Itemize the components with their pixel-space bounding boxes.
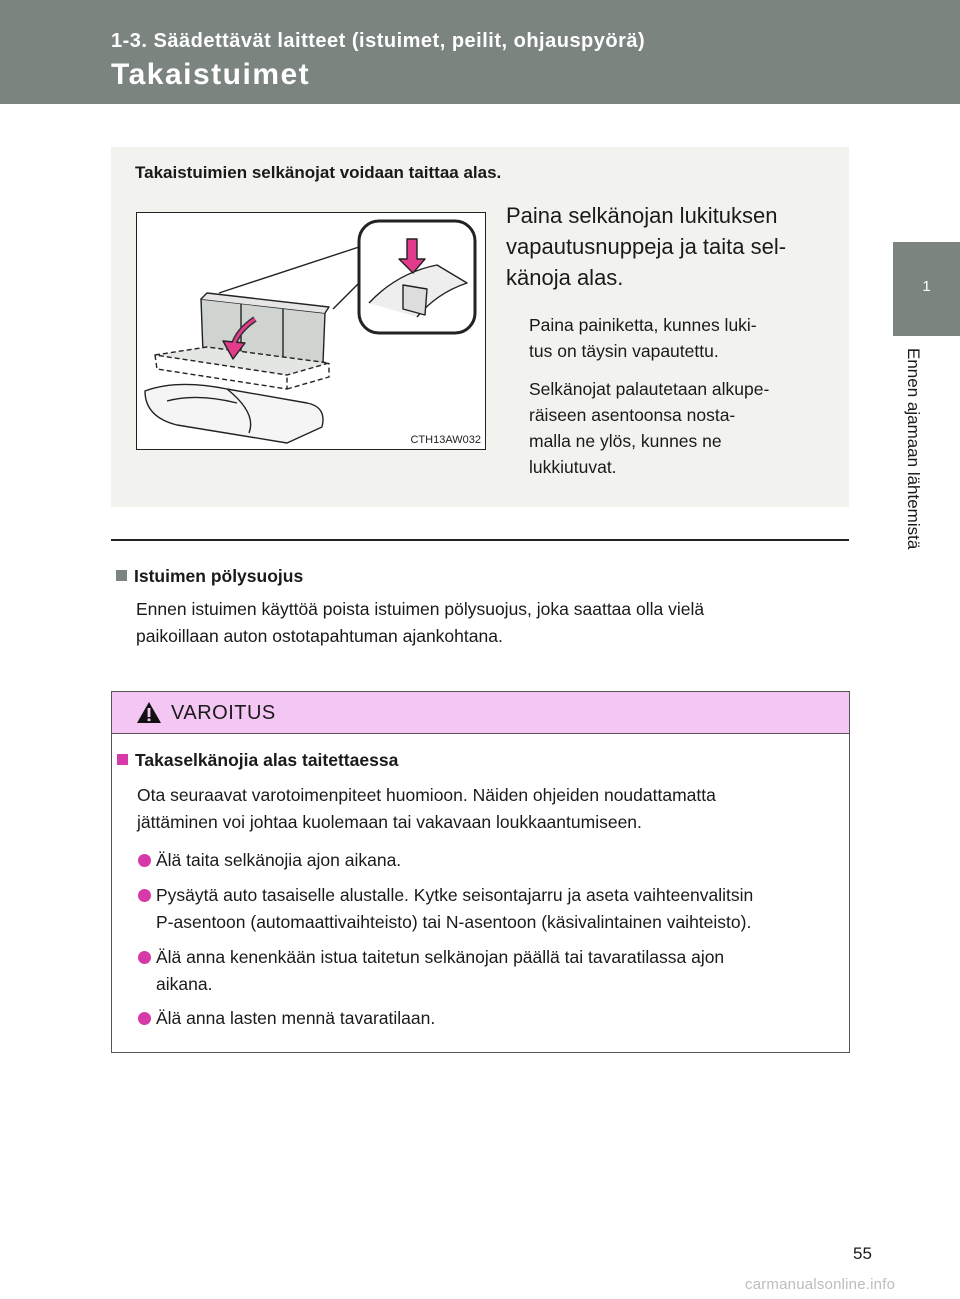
rear-seat-fold-illustration	[137, 213, 485, 449]
intro-heading: Takaistuimien selkänojat voidaan taittaa alas.	[135, 163, 502, 182]
warning-header	[112, 692, 849, 734]
note-line: malla ne ylös, kunnes ne	[529, 431, 722, 451]
page-title: Takaistuimet	[111, 58, 311, 91]
dust-cover-heading	[116, 566, 303, 587]
chapter-label-text: Ennen ajamaan lähtemistä	[904, 348, 923, 550]
bullet-line: Älä anna lasten mennä tavaratilaan.	[156, 1008, 436, 1028]
warning-triangle-icon	[136, 701, 162, 724]
figure-code: CTH13AW032	[410, 434, 481, 446]
chapter-header	[0, 0, 960, 104]
note-return	[529, 376, 819, 480]
bullet-line: P-asentoon (automaattivaihteisto) tai N-asentoon (käsivalintainen vaihteisto).	[156, 912, 752, 932]
warning-body	[137, 782, 840, 836]
seat-illustration	[136, 212, 486, 450]
square-bullet-icon	[116, 570, 127, 581]
warning-bullet	[138, 847, 843, 874]
step-line: vapautusnuppeja ja taita sel-	[506, 234, 787, 259]
note-line: tus on täysin vapautettu.	[529, 341, 719, 361]
chapter-number: 1	[922, 278, 931, 295]
warning-heading	[117, 750, 398, 771]
dust-cover-body	[136, 596, 839, 650]
warning-heading-text: Takaselkänojia alas taitettaessa	[135, 750, 399, 770]
bullet-line: Älä anna kenenkään istua taitetun selkänojan päällä tai tavaratilassa ajon	[156, 947, 725, 967]
bullet-line: Pysäytä auto tasaiselle alustalle. Kytke seisontajarru ja aseta vaihteenvalitsin	[156, 885, 754, 905]
watermark: carmanualsonline.info	[745, 1276, 896, 1293]
warning-bullet	[138, 1005, 843, 1032]
chapter-label	[899, 348, 923, 588]
step-line: Paina selkänojan lukituksen	[506, 203, 778, 228]
step-line: känoja alas.	[506, 265, 624, 290]
square-bullet-icon	[117, 754, 128, 765]
note-release	[529, 312, 819, 364]
divider	[111, 539, 849, 541]
bullet-line: Älä taita selkänojia ajon aikana.	[156, 850, 402, 870]
warning-box	[111, 691, 850, 1053]
note-line: lukkiutuvat.	[529, 457, 617, 477]
bullet-dot-icon	[138, 1012, 151, 1025]
body-line: paikoillaan auton ostotapahtuman ajankohtana.	[136, 626, 503, 646]
bullet-line: aikana.	[156, 974, 213, 994]
bullet-dot-icon	[138, 854, 151, 867]
body-line: jättäminen voi johtaa kuolemaan tai vakavaan loukkaantumiseen.	[137, 812, 642, 832]
note-line: räiseen asentoonsa nosta-	[529, 405, 736, 425]
warning-bullet	[138, 882, 843, 936]
body-line: Ennen istuimen käyttöä poista istuimen pölysuojus, joka saattaa olla vielä	[136, 599, 705, 619]
warning-bullet	[138, 944, 843, 998]
step-instruction	[506, 200, 818, 293]
bullet-dot-icon	[138, 951, 151, 964]
bullet-dot-icon	[138, 889, 151, 902]
warning-label: VAROITUS	[171, 702, 276, 724]
intro-box	[111, 147, 849, 507]
note-line: Paina painiketta, kunnes luki-	[529, 315, 757, 335]
chapter-tab	[893, 242, 960, 336]
section-title: 1-3. Säädettävät laitteet (istuimet, peilit, ohjauspyörä)	[111, 30, 646, 52]
page-number: 55	[853, 1244, 872, 1263]
note-line: Selkänojat palautetaan alkupe-	[529, 379, 770, 399]
body-line: Ota seuraavat varotoimenpiteet huomioon. Näiden ohjeiden noudattamatta	[137, 785, 716, 805]
dust-cover-heading-text: Istuimen pölysuojus	[134, 566, 304, 586]
